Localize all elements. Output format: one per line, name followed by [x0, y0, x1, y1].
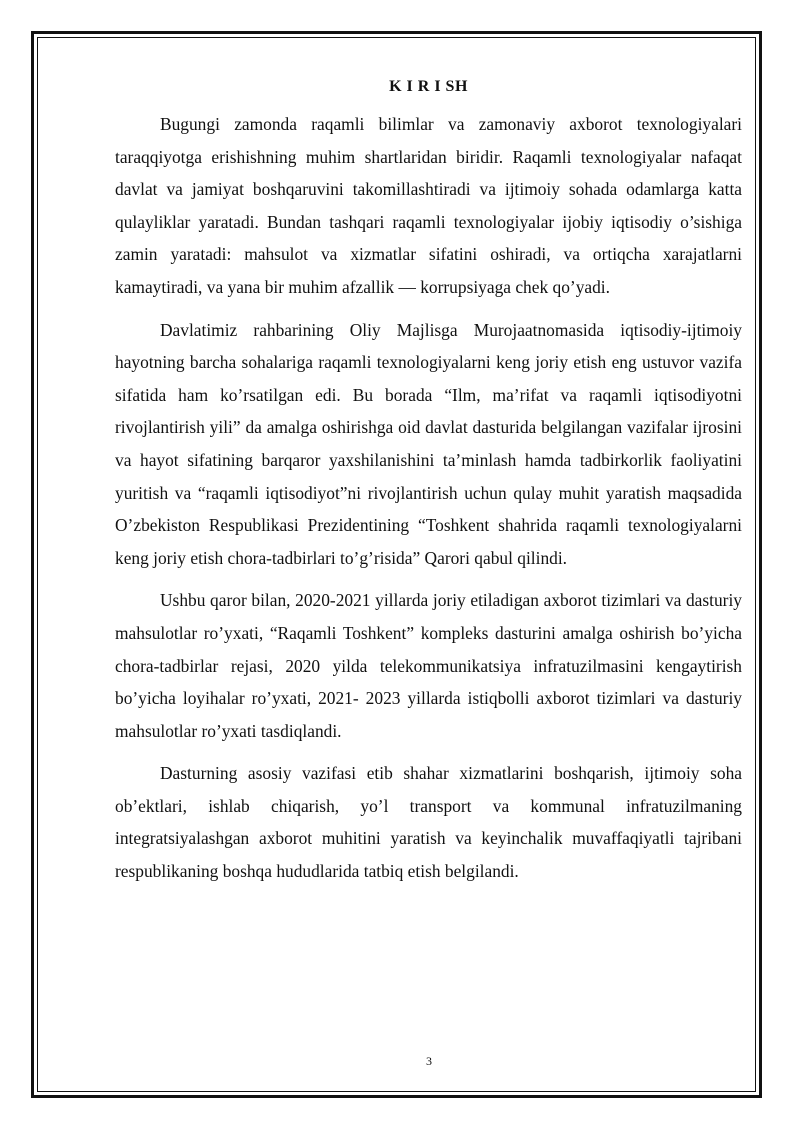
page-content	[115, 76, 742, 898]
page-title: K I R I SH	[389, 78, 468, 95]
paragraph-2: Davlatimiz rahbarining Oliy Majlisga Murojaatnomasida iqtisodiy-ijtimoiy hayotning barcha sohalariga raqamli texnologiyalarni keng joriy etish eng ustuvor vazifa sifatida ham ko’rsatilgan edi. Bu borada “Ilm, ma’rifat va raqamli iqtisodiyotni rivojlantirish yili” da amalga oshirishga oid davlat dasturida belgilangan vazifalar ijrosini va hayot sifatining barqaror yaxshilanishini ta’minlash hamda tadbirkorlik faoliyatini yuritish va “raqamli iqtisodiyot”ni rivojlantirish uchun qulay muhit yaratish maqsadida O’zbekiston Respublikasi Prezidentining “Toshkent shahrida raqamli texnologiyalarni keng joriy etish chora-tadbirlari to’g’risida” Qarori qabul qilindi.	[115, 319, 742, 568]
paragraph-1: Bugungi zamonda raqamli bilimlar va zamonaviy axborot texnologiyalari taraqqiyotga erishishning muhim shartlaridan biridir. Raqamli texnologiyalar nafaqat davlat va jamiyat boshqaruvini takomillashtiradi va ijtimoiy sohada odamlarga katta qulayliklar yaratadi. Bundan tashqari raqamli texnologiyalar ijobiy iqtisodiy o’sishiga zamin yaratadi: mahsulot va xizmatlar sifatini oshiradi, va ortiqcha xarajatlarni kamaytiradi, va yana bir muhim afzallik — korrupsiyaga chek qo’yadi.	[115, 114, 742, 297]
paragraph-3: Ushbu qaror bilan, 2020-2021 yillarda joriy etiladigan axborot tizimlari va dasturiy mahsulotlar ro’yxati, “Raqamli Toshkent” kompleks dasturini amalga oshirish bo’yicha chora-tadbirlar rejasi, 2020 yilda telekommunikatsiya infratuzilmasini kengaytirish bo’yicha loyihalar ro’yxati, 2021- 2023 yillarda istiqbolli axborot tizimlari va dasturiy mahsulotlar ro’yxati tasdiqlandi.	[115, 590, 742, 741]
page-number: 3	[426, 1054, 432, 1068]
paragraph-4: Dasturning asosiy vazifasi etib shahar xizmatlarini boshqarish, ijtimoiy soha ob’ektlari, ishlab chiqarish, yo’l transport va kommunal infratuzilmaning integratsiyalashgan axborot muhitini yaratish va keyinchalik muvaffaqiyatli tajribani respublikaning boshqa hududlarida tatbiq etish belgilandi.	[115, 763, 742, 882]
